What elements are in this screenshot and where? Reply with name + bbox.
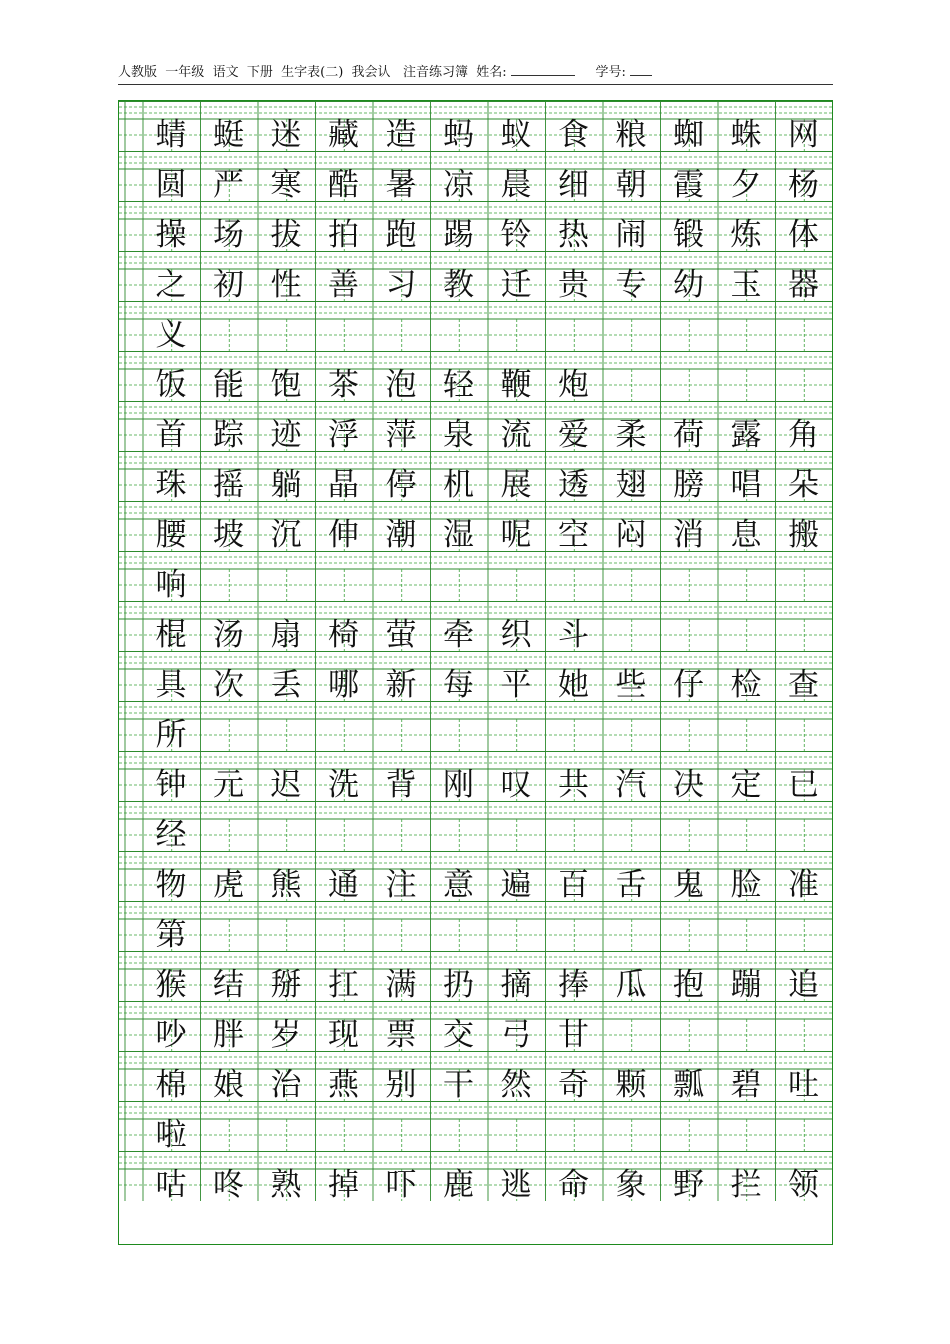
character-cell: 场 (213, 217, 244, 253)
character-cell: 共 (558, 767, 589, 803)
character-cell: 猴 (155, 967, 187, 1003)
character-cell: 票 (385, 1017, 417, 1053)
grid-lines (119, 701, 832, 751)
character-cell: 性 (270, 267, 302, 303)
character-cell: 命 (558, 1167, 589, 1203)
character-cell: 机 (443, 467, 474, 503)
character-cell: 具 (155, 667, 187, 703)
character-cell: 牵 (443, 617, 474, 653)
character-cell: 珠 (155, 467, 187, 503)
character-cell: 潮 (385, 517, 417, 553)
character-cell: 摇 (213, 467, 244, 503)
character-cell: 每 (443, 667, 474, 703)
grid-row (119, 951, 832, 1001)
character-cell: 泡 (385, 367, 417, 403)
character-cell: 息 (730, 517, 762, 553)
character-cell: 晶 (328, 467, 359, 503)
character-cell: 首 (155, 417, 187, 453)
character-cell: 展 (500, 467, 532, 503)
character-cell: 鞭 (500, 367, 532, 403)
character-cell: 领 (788, 1167, 819, 1203)
header-table: 生字表(二) (281, 65, 344, 80)
grid-row (119, 1051, 832, 1101)
character-cell: 严 (213, 167, 244, 203)
character-cell: 啦 (155, 1117, 187, 1153)
character-cell: 刚 (443, 767, 474, 803)
character-cell: 爱 (558, 417, 589, 453)
character-cell: 粮 (615, 117, 647, 153)
grid-row (119, 601, 832, 651)
character-cell: 碧 (730, 1067, 762, 1103)
character-cell: 寒 (270, 167, 302, 203)
character-cell: 百 (558, 867, 589, 903)
character-cell: 熊 (270, 867, 302, 903)
character-cell: 斗 (558, 617, 589, 653)
character-cell: 沉 (270, 517, 302, 553)
grid-lines (119, 301, 832, 351)
grid-lines (119, 551, 832, 601)
character-cell: 钟 (155, 767, 187, 803)
grid-row (119, 801, 832, 851)
character-cell: 拍 (328, 217, 359, 253)
character-cell: 露 (730, 417, 762, 453)
grid-row (119, 1151, 832, 1201)
character-cell: 已 (788, 767, 819, 803)
grid-row (119, 351, 832, 401)
character-cell: 器 (788, 267, 819, 303)
grid-row (119, 101, 832, 151)
grid-lines (119, 901, 832, 951)
character-cell: 义 (155, 317, 187, 353)
character-cell: 野 (673, 1167, 704, 1203)
character-cell: 象 (615, 1167, 647, 1203)
character-cell: 消 (673, 517, 704, 553)
character-cell: 炮 (558, 367, 589, 403)
character-cell: 检 (730, 667, 762, 703)
character-cell: 蹦 (730, 967, 762, 1003)
character-cell: 圆 (155, 167, 187, 203)
character-cell: 蜘 (673, 117, 704, 153)
character-cell: 颗 (615, 1067, 647, 1103)
header-subject: 语文 (212, 65, 239, 80)
character-cell: 饭 (155, 367, 187, 403)
character-cell: 汽 (615, 767, 647, 803)
character-cell: 伸 (328, 517, 359, 553)
header-edition: 人教版 (118, 65, 158, 80)
character-cell: 响 (155, 567, 187, 603)
character-cell: 跑 (385, 217, 417, 253)
character-cell: 空 (558, 517, 589, 553)
character-cell: 夕 (730, 167, 762, 203)
character-cell: 捧 (558, 967, 589, 1003)
character-cell: 玉 (730, 267, 762, 303)
character-cell: 鬼 (673, 867, 704, 903)
character-cell: 定 (730, 767, 762, 803)
character-cell: 丢 (270, 667, 302, 703)
header-grade: 一年级 (165, 65, 205, 80)
character-cell: 哪 (328, 667, 359, 703)
character-cell: 别 (385, 1067, 417, 1103)
character-cell: 细 (558, 167, 589, 203)
grid-row (119, 701, 832, 751)
writing-grid-sheet (118, 100, 833, 1245)
grid-row (119, 401, 832, 451)
character-cell: 荷 (673, 417, 704, 453)
character-cell: 闹 (615, 217, 647, 253)
character-cell: 瓜 (615, 967, 647, 1003)
character-cell: 食 (558, 117, 589, 153)
character-cell: 她 (558, 667, 589, 703)
student-id-label: 学号: (595, 65, 626, 80)
character-cell: 逃 (500, 1167, 532, 1203)
character-cell: 掰 (270, 967, 302, 1003)
character-cell: 背 (385, 767, 417, 803)
grid-footer-lines (119, 1201, 832, 1245)
character-cell: 准 (788, 867, 819, 903)
character-cell: 瓢 (673, 1067, 704, 1103)
character-cell: 洗 (328, 767, 359, 803)
character-cell: 角 (788, 417, 819, 453)
character-cell: 吐 (788, 1067, 819, 1103)
character-cell: 停 (385, 467, 417, 503)
character-cell: 第 (155, 917, 187, 953)
character-cell: 贵 (558, 267, 589, 303)
grid-lines (119, 801, 832, 851)
character-cell: 掉 (328, 1167, 359, 1203)
character-cell: 踢 (443, 217, 474, 253)
header-exercise: 注音练习簿 (402, 65, 468, 80)
grid-row (119, 451, 832, 501)
character-cell: 浮 (328, 417, 359, 453)
character-cell: 幼 (673, 267, 704, 303)
character-cell: 腰 (155, 517, 187, 553)
character-cell: 朝 (615, 167, 647, 203)
character-cell: 然 (500, 1067, 532, 1103)
character-cell: 蜻 (155, 117, 187, 153)
character-cell: 干 (443, 1067, 474, 1103)
character-cell: 透 (558, 467, 589, 503)
character-cell: 些 (615, 667, 647, 703)
character-cell: 脸 (730, 867, 762, 903)
character-cell: 虎 (213, 867, 244, 903)
character-cell: 搬 (788, 517, 819, 553)
character-cell: 意 (443, 867, 474, 903)
character-cell: 杨 (788, 167, 819, 203)
grid-row (119, 1101, 832, 1151)
character-cell: 踪 (213, 417, 244, 453)
character-cell: 吓 (385, 1167, 417, 1203)
character-cell: 造 (385, 117, 417, 153)
character-cell: 膀 (673, 467, 704, 503)
character-cell: 交 (443, 1017, 474, 1053)
character-cell: 现 (328, 1017, 359, 1053)
character-cell: 迹 (270, 417, 302, 453)
character-cell: 鹿 (443, 1167, 474, 1203)
character-cell: 流 (500, 417, 532, 453)
character-cell: 霞 (673, 167, 704, 203)
character-cell: 迷 (270, 117, 302, 153)
character-cell: 织 (500, 617, 532, 653)
character-cell: 唱 (730, 467, 762, 503)
character-cell: 决 (673, 767, 704, 803)
character-cell: 仔 (673, 667, 704, 703)
character-cell: 抱 (673, 967, 704, 1003)
character-cell: 能 (213, 367, 244, 403)
character-cell: 岁 (270, 1017, 302, 1053)
character-cell: 迟 (270, 767, 302, 803)
character-cell: 舌 (615, 867, 647, 903)
grid-row (119, 201, 832, 251)
character-cell: 注 (385, 867, 417, 903)
character-cell: 平 (500, 667, 532, 703)
character-cell: 摘 (500, 967, 532, 1003)
character-cell: 扛 (328, 967, 359, 1003)
character-cell: 饱 (270, 367, 302, 403)
grid-row (119, 1001, 832, 1051)
character-cell: 扇 (270, 617, 302, 653)
character-cell: 扔 (443, 967, 474, 1003)
character-cell: 遍 (500, 867, 532, 903)
character-cell: 轻 (443, 367, 474, 403)
character-cell: 蚂 (443, 117, 474, 153)
header-volume: 下册 (246, 65, 273, 80)
header-part: 我会认 (351, 65, 391, 80)
character-cell: 胖 (213, 1017, 244, 1053)
character-cell: 藏 (328, 117, 359, 153)
character-cell: 萤 (385, 617, 417, 653)
character-cell: 茶 (328, 367, 359, 403)
grid-row (119, 301, 832, 351)
character-cell: 棉 (155, 1067, 187, 1103)
character-cell: 泉 (443, 417, 474, 453)
character-cell: 专 (615, 267, 647, 303)
character-cell: 咕 (155, 1167, 187, 1203)
character-cell: 所 (155, 717, 187, 753)
character-cell: 躺 (270, 467, 302, 503)
character-cell: 铃 (500, 217, 532, 253)
character-cell: 椅 (328, 617, 359, 653)
character-cell: 柔 (615, 417, 647, 453)
character-cell: 元 (213, 767, 244, 803)
character-cell: 弓 (500, 1017, 532, 1053)
character-cell: 翅 (615, 467, 647, 503)
character-cell: 燕 (328, 1067, 359, 1103)
character-cell: 熟 (270, 1167, 302, 1203)
character-cell: 棍 (155, 617, 187, 653)
character-cell: 操 (155, 217, 187, 253)
grid-row (119, 851, 832, 901)
character-cell: 蜓 (213, 117, 244, 153)
name-label: 姓名: (476, 65, 507, 80)
character-cell: 锻 (673, 217, 704, 253)
character-cell: 酷 (328, 167, 359, 203)
character-cell: 凉 (443, 167, 474, 203)
character-cell: 奇 (558, 1067, 589, 1103)
grid-lines (119, 1101, 832, 1151)
character-cell: 坡 (213, 517, 244, 553)
character-cell: 迁 (500, 267, 532, 303)
grid-row (119, 551, 832, 601)
character-cell: 网 (788, 117, 819, 153)
character-cell: 新 (385, 667, 417, 703)
grid-row (119, 151, 832, 201)
character-cell: 查 (788, 667, 819, 703)
grid-row (119, 751, 832, 801)
character-cell: 之 (155, 267, 187, 303)
character-cell: 物 (155, 867, 187, 903)
character-cell: 呢 (500, 517, 532, 553)
character-cell: 热 (558, 217, 589, 253)
character-cell: 教 (443, 267, 474, 303)
character-cell: 晨 (500, 167, 532, 203)
character-cell: 蚁 (500, 117, 532, 153)
character-cell: 闷 (615, 517, 647, 553)
grid-row (119, 901, 832, 951)
grid-row (119, 651, 832, 701)
character-cell: 炼 (730, 217, 762, 253)
character-cell: 次 (213, 667, 244, 703)
character-cell: 习 (385, 267, 417, 303)
character-cell: 体 (788, 217, 819, 253)
character-cell: 叹 (500, 767, 532, 803)
character-cell: 湿 (443, 517, 474, 553)
character-cell: 甘 (558, 1017, 589, 1053)
character-cell: 满 (385, 967, 417, 1003)
character-cell: 善 (328, 267, 359, 303)
character-cell: 追 (788, 967, 819, 1003)
character-cell: 经 (155, 817, 187, 853)
student-id-blank-field[interactable] (630, 63, 652, 76)
page-header (118, 62, 833, 85)
character-cell: 拦 (730, 1167, 762, 1203)
character-cell: 通 (328, 867, 359, 903)
grid-row (119, 501, 832, 551)
character-cell: 暑 (385, 167, 417, 203)
character-cell: 蛛 (730, 117, 762, 153)
character-cell: 娘 (213, 1067, 244, 1103)
character-cell: 初 (213, 267, 244, 303)
character-cell: 萍 (385, 417, 417, 453)
character-cell: 朵 (788, 467, 819, 503)
character-cell: 结 (213, 967, 244, 1003)
character-cell: 汤 (213, 617, 244, 653)
character-cell: 吵 (155, 1017, 187, 1053)
character-cell: 治 (270, 1067, 302, 1103)
character-cell: 拔 (270, 217, 302, 253)
name-blank-field[interactable] (511, 63, 575, 76)
character-cell: 咚 (213, 1167, 244, 1203)
grid-row (119, 251, 832, 301)
